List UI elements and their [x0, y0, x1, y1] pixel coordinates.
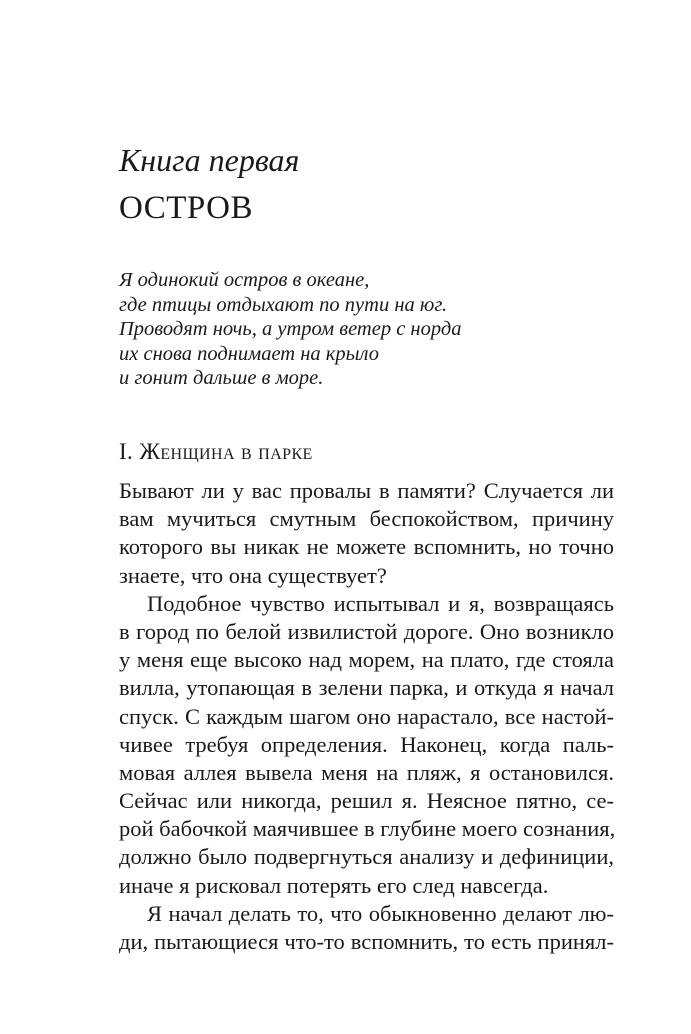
epigraph-line: где птицы отдыхают по пути на юг. — [119, 293, 448, 316]
chapter-heading: I. Женщина в парке — [119, 439, 313, 464]
epigraph-line: их снова поднимает на крыло — [119, 342, 379, 365]
paragraph — [119, 477, 614, 590]
text-line: знаете, что она существует? — [119, 562, 387, 588]
text-line: Я начал делать то, что обыкновенно делают лю- — [147, 900, 614, 926]
epigraph-line: Я одинокий остров в океане, — [119, 269, 370, 291]
text-line: чивее требуя определения. Наконец, когда паль- — [119, 731, 614, 757]
text-line: ди, пытающиеся что-то вспомнить, то есть принял- — [119, 929, 614, 954]
text-line: вилла, утопающая в зелени парка, и откуда я начал — [119, 675, 614, 701]
text-line: у меня еще высоко над морем, на плато, где стояла — [119, 647, 614, 673]
book-part-label: Книга первая — [119, 142, 300, 178]
text-line: мовая аллея вывела меня на пляж, я остановился. — [119, 759, 614, 785]
text-line: в город по белой извилистой дороге. Оно возникло — [119, 618, 614, 644]
text-line: Бывают ли у вас провалы в памяти? Случается ли — [119, 478, 614, 503]
paragraph — [119, 900, 614, 956]
paragraph — [119, 590, 614, 900]
text-line: должно было подвергнуться анализу и дефиниции, — [119, 844, 614, 870]
text-line: иначе я рисковал потерять его след навсегда. — [119, 872, 549, 898]
text-line: рой бабочкой маячившее в глубине моего сознания, — [119, 816, 616, 842]
body-text — [119, 477, 614, 956]
text-line: Сейчас или никогда, решил я. Неясное пятно, се- — [119, 788, 614, 814]
text-line: которого вы никак не можете вспомнить, но точно — [119, 534, 614, 560]
book-part-title: ОСТРОВ — [119, 190, 254, 226]
text-line: спуск. С каждым шагом оно нарастало, все настой- — [119, 703, 614, 729]
epigraph-line: и гонит дальше в море. — [119, 367, 324, 390]
text-line: вам мучиться смутным беспокойством, причину — [119, 506, 614, 532]
epigraph-line: Проводят ночь, а утром ветер с норда — [119, 318, 462, 341]
text-line: Подобное чувство испытывал и я, возвращаясь — [147, 590, 614, 616]
epigraph — [119, 268, 599, 391]
